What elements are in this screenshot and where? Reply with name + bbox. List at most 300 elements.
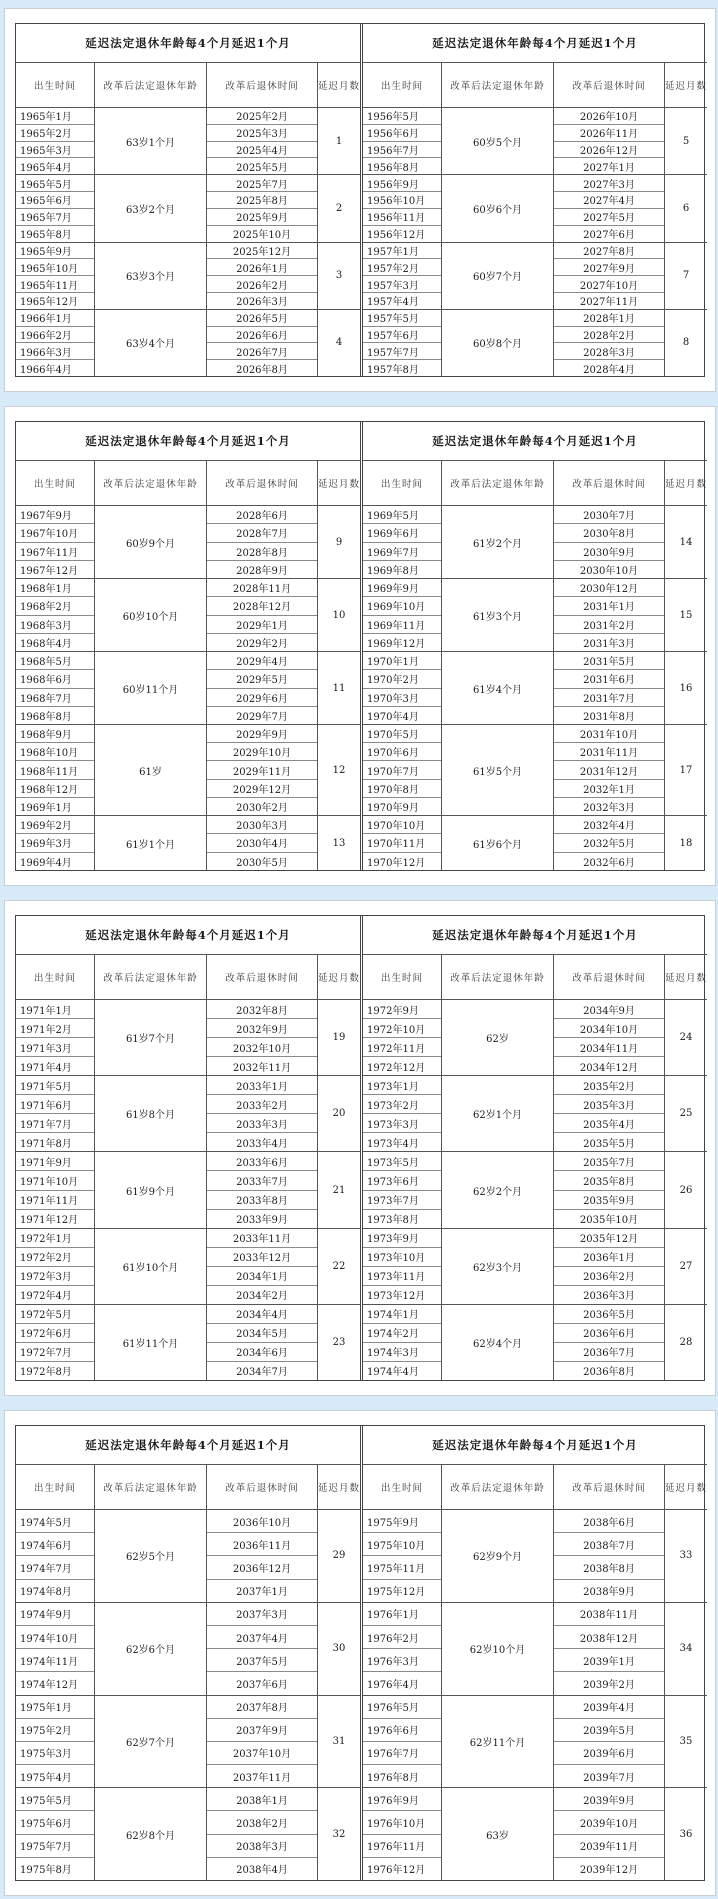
- retirement-time-cell: 2038年9月: [583, 1587, 635, 1599]
- birth-date-cell: 1976年12月: [367, 1865, 426, 1877]
- retirement-age-cell: 61岁3个月: [442, 579, 554, 651]
- birth-date-cell: 1972年11月: [363, 1038, 441, 1057]
- birth-date-cell: 1968年8月: [20, 711, 72, 723]
- age-group: [363, 1603, 707, 1696]
- retirement-age-cell: 61岁7个月: [95, 1000, 207, 1075]
- birth-date-cell: 1965年1月: [16, 108, 94, 125]
- group-list: [363, 506, 707, 870]
- retirement-time-column: [207, 1603, 318, 1695]
- retirement-time-cell: 2030年5月: [236, 857, 288, 869]
- header-retirement-age: 改革后法定退休年龄: [442, 1465, 554, 1509]
- birth-date-cell: 1974年11月: [16, 1649, 94, 1672]
- retirement-time-column: [207, 1152, 318, 1227]
- delay-months-cell: 12: [332, 764, 346, 776]
- delay-months-cell: 17: [679, 764, 693, 776]
- header-retirement-age: 改革后法定退休年龄: [442, 461, 554, 505]
- birth-date-cell: 1968年4月: [20, 638, 72, 650]
- retirement-time-column: [207, 1788, 318, 1880]
- retirement-age-cell: 62岁9个月: [442, 1510, 554, 1602]
- group-list: [16, 506, 360, 870]
- birth-date-cell: 1970年11月: [363, 834, 441, 852]
- birth-date-cell: 1956年8月: [367, 162, 419, 174]
- birth-date-cell: 1970年4月: [367, 711, 419, 723]
- birth-date-column: [363, 1603, 442, 1695]
- retirement-time-cell: 2026年12月: [554, 142, 664, 159]
- header-birth-date: 出生时间: [16, 955, 95, 999]
- birth-date-cell: 1971年9月: [16, 1152, 94, 1171]
- retirement-time-cell: 2039年4月: [554, 1696, 664, 1719]
- retirement-time-column: [554, 1076, 665, 1151]
- birth-date-cell: 1972年12月: [367, 1062, 426, 1074]
- birth-date-column: [16, 1076, 95, 1151]
- birth-date-cell: 1976年2月: [363, 1626, 441, 1649]
- retirement-time-cell: 2030年9月: [554, 543, 664, 561]
- birth-date-cell: 1969年4月: [20, 857, 72, 869]
- birth-date-cell: 1971年2月: [16, 1019, 94, 1038]
- birth-date-cell: 1970年9月: [367, 802, 419, 814]
- birth-date-cell: 1969年1月: [20, 802, 72, 814]
- age-group: [16, 1076, 360, 1152]
- retirement-time-cell: 2036年6月: [554, 1324, 664, 1343]
- delay-months-cell: 33: [679, 1550, 693, 1562]
- birth-date-cell: 1968年12月: [16, 780, 94, 798]
- birth-date-cell: 1957年1月: [363, 243, 441, 260]
- retirement-time-column: [554, 579, 665, 651]
- delay-months-cell: 31: [332, 1735, 346, 1747]
- header-birth-date: 出生时间: [363, 955, 442, 999]
- birth-date-cell: 1968年6月: [16, 670, 94, 688]
- birth-date-column: [16, 579, 95, 651]
- delay-months-cell: 36: [679, 1828, 693, 1840]
- retirement-time-column: [207, 579, 318, 651]
- birth-date-cell: 1965年5月: [16, 175, 94, 192]
- retirement-time-cell: 2031年1月: [554, 597, 664, 615]
- retirement-time-cell: 2026年2月: [207, 276, 317, 293]
- retirement-time-cell: 2039年11月: [554, 1835, 664, 1858]
- retirement-time-cell: 2026年3月: [236, 297, 288, 309]
- retirement-time-cell: 2028年6月: [207, 506, 317, 524]
- birth-date-column: [363, 1305, 442, 1380]
- retirement-time-cell: 2028年1月: [554, 310, 664, 327]
- retirement-time-cell: 2038年3月: [207, 1835, 317, 1858]
- retirement-time-column: [554, 1696, 665, 1788]
- birth-date-column: [363, 579, 442, 651]
- birth-date-column: [16, 175, 95, 241]
- birth-date-cell: 1969年9月: [363, 579, 441, 597]
- column-header-row: [363, 63, 707, 108]
- header-birth-date: 出生时间: [363, 461, 442, 505]
- retirement-age-cell: 61岁8个月: [95, 1076, 207, 1151]
- birth-date-cell: 1968年7月: [16, 689, 94, 707]
- retirement-time-column: [207, 175, 318, 241]
- age-group: [16, 1788, 360, 1880]
- birth-date-cell: 1974年5月: [16, 1510, 94, 1533]
- retirement-time-cell: 2037年6月: [236, 1679, 288, 1691]
- retirement-time-cell: 2036年3月: [583, 1291, 635, 1303]
- retirement-age-cell: 62岁: [442, 1000, 554, 1075]
- age-group: [16, 1152, 360, 1228]
- column-header-row: [16, 1465, 360, 1510]
- retirement-age-cell: 61岁11个月: [95, 1305, 207, 1380]
- group-list: [363, 1000, 707, 1380]
- retirement-time-cell: 2027年10月: [554, 276, 664, 293]
- birth-date-cell: 1970年2月: [363, 670, 441, 688]
- retirement-age-cell: 60岁11个月: [95, 652, 207, 724]
- birth-date-column: [363, 1152, 442, 1227]
- retirement-age-cell: 60岁8个月: [442, 310, 554, 376]
- retirement-time-cell: 2033年11月: [207, 1229, 317, 1248]
- delay-months-cell: 20: [332, 1108, 346, 1120]
- birth-date-cell: 1973年8月: [367, 1215, 419, 1227]
- retirement-time-column: [207, 243, 318, 309]
- retirement-time-cell: 2035年12月: [554, 1229, 664, 1248]
- birth-date-cell: 1974年1月: [363, 1305, 441, 1324]
- birth-date-cell: 1971年7月: [16, 1114, 94, 1133]
- header-retirement-time: 改革后退休时间: [554, 955, 665, 999]
- retirement-age-cell: 62岁4个月: [442, 1305, 554, 1380]
- retirement-time-cell: 2039年7月: [583, 1772, 635, 1784]
- retirement-time-cell: 2032年9月: [207, 1019, 317, 1038]
- header-retirement-age: 改革后法定退休年龄: [95, 1465, 207, 1509]
- column-header-row: [363, 1465, 707, 1510]
- delay-months-cell: 15: [679, 609, 693, 621]
- delay-months-cell: 26: [679, 1184, 693, 1196]
- birth-date-cell: 1970年10月: [363, 816, 441, 834]
- retirement-time-cell: 2038年2月: [207, 1811, 317, 1834]
- delay-months-cell: 13: [332, 837, 346, 849]
- retirement-time-cell: 2029年11月: [207, 761, 317, 779]
- birth-date-cell: 1974年7月: [16, 1556, 94, 1579]
- retirement-time-cell: 2026年10月: [554, 108, 664, 125]
- birth-date-cell: 1976年9月: [363, 1788, 441, 1811]
- birth-date-cell: 1965年6月: [16, 192, 94, 209]
- birth-date-cell: 1974年4月: [367, 1367, 419, 1379]
- birth-date-cell: 1971年1月: [16, 1000, 94, 1019]
- retirement-age-cell: 62岁10个月: [442, 1603, 554, 1695]
- delay-months-cell: 16: [679, 682, 693, 694]
- group-list: [16, 1510, 360, 1880]
- header-delay-months: 延迟月数: [665, 973, 708, 984]
- birth-date-cell: 1956年7月: [363, 142, 441, 159]
- age-group: [16, 506, 360, 579]
- retirement-time-cell: 2035年2月: [554, 1076, 664, 1095]
- header-retirement-age: 改革后法定退休年龄: [95, 63, 207, 107]
- retirement-time-cell: 2031年2月: [554, 616, 664, 634]
- retirement-age-cell: 61岁6个月: [442, 816, 554, 870]
- column-header-row: [363, 955, 707, 1000]
- birth-date-cell: 1974年2月: [363, 1324, 441, 1343]
- birth-date-cell: 1973年9月: [363, 1229, 441, 1248]
- header-retirement-time: 改革后退休时间: [207, 63, 318, 107]
- birth-date-cell: 1971年12月: [20, 1215, 79, 1227]
- delay-months-cell: 6: [682, 202, 690, 214]
- birth-date-cell: 1966年1月: [16, 310, 94, 327]
- birth-date-cell: 1965年2月: [16, 125, 94, 142]
- table-half-left: [16, 916, 360, 1380]
- birth-date-cell: 1974年12月: [20, 1679, 79, 1691]
- retirement-age-cell: 61岁: [95, 725, 207, 815]
- retirement-time-column: [554, 652, 665, 724]
- header-birth-date: 出生时间: [363, 1465, 442, 1509]
- birth-date-column: [16, 1000, 95, 1075]
- retirement-age-cell: 63岁2个月: [95, 175, 207, 241]
- birth-date-cell: 1956年11月: [363, 209, 441, 226]
- retirement-time-cell: 2031年12月: [554, 761, 664, 779]
- retirement-time-column: [207, 108, 318, 174]
- birth-date-cell: 1956年5月: [363, 108, 441, 125]
- delay-months-cell: 5: [682, 135, 690, 147]
- group-list: [363, 108, 707, 376]
- birth-date-cell: 1972年8月: [20, 1367, 72, 1379]
- birth-date-column: [16, 1152, 95, 1227]
- header-retirement-time: 改革后退休时间: [554, 461, 665, 505]
- birth-date-cell: 1967年9月: [16, 506, 94, 524]
- retirement-age-cell: 62岁3个月: [442, 1229, 554, 1304]
- birth-date-column: [16, 1229, 95, 1304]
- retirement-age-cell: 60岁7个月: [442, 243, 554, 309]
- birth-date-cell: 1971年8月: [20, 1138, 72, 1150]
- retirement-time-cell: 2035年7月: [554, 1152, 664, 1171]
- retirement-time-column: [207, 652, 318, 724]
- retirement-time-cell: 2025年2月: [207, 108, 317, 125]
- header-retirement-age: 改革后法定退休年龄: [442, 63, 554, 107]
- retirement-time-cell: 2034年5月: [207, 1324, 317, 1343]
- header-delay-months: 延迟月数: [318, 973, 361, 984]
- retirement-time-cell: 2028年2月: [554, 327, 664, 344]
- delay-months-cell: 8: [682, 337, 690, 349]
- birth-date-cell: 1971年5月: [16, 1076, 94, 1095]
- retirement-time-cell: 2035年10月: [579, 1215, 639, 1227]
- header-retirement-age: 改革后法定退休年龄: [442, 955, 554, 999]
- birth-date-cell: 1969年5月: [363, 506, 441, 524]
- birth-date-cell: 1971年10月: [16, 1171, 94, 1190]
- age-group: [16, 175, 360, 242]
- retirement-time-cell: 2033年3月: [207, 1114, 317, 1133]
- retirement-time-cell: 2030年7月: [554, 506, 664, 524]
- retirement-time-cell: 2025年7月: [207, 175, 317, 192]
- age-group: [363, 579, 707, 652]
- retirement-time-column: [207, 506, 318, 578]
- delay-months-cell: 24: [679, 1032, 693, 1044]
- table-half-left: [16, 1426, 360, 1880]
- birth-date-cell: 1975年2月: [16, 1719, 94, 1742]
- birth-date-cell: 1969年7月: [363, 543, 441, 561]
- retirement-time-column: [207, 816, 318, 870]
- retirement-time-cell: 2034年9月: [554, 1000, 664, 1019]
- retirement-time-cell: 2029年5月: [207, 670, 317, 688]
- delay-months-cell: 30: [332, 1643, 346, 1655]
- retirement-time-cell: 2035年3月: [554, 1095, 664, 1114]
- birth-date-cell: 1970年3月: [363, 689, 441, 707]
- birth-date-cell: 1971年11月: [16, 1191, 94, 1210]
- retirement-time-cell: 2032年11月: [232, 1062, 292, 1074]
- group-list: [363, 1510, 707, 1880]
- retirement-time-cell: 2035年4月: [554, 1114, 664, 1133]
- age-group: [16, 1603, 360, 1696]
- age-group: [363, 1076, 707, 1152]
- retirement-time-column: [554, 310, 665, 376]
- birth-date-column: [363, 310, 442, 376]
- retirement-age-cell: 61岁1个月: [95, 816, 207, 870]
- retirement-time-cell: 2029年7月: [236, 711, 288, 723]
- birth-date-cell: 1973年3月: [363, 1114, 441, 1133]
- retirement-time-cell: 2026年11月: [554, 125, 664, 142]
- birth-date-cell: 1971年4月: [20, 1062, 72, 1074]
- table-panel: [4, 900, 716, 1396]
- age-group: [363, 1152, 707, 1228]
- column-header-row: [16, 461, 360, 506]
- retirement-time-cell: 2034年1月: [207, 1267, 317, 1286]
- retirement-time-cell: 2038年12月: [554, 1626, 664, 1649]
- birth-date-cell: 1972年9月: [363, 1000, 441, 1019]
- birth-date-cell: 1973年1月: [363, 1076, 441, 1095]
- retirement-time-cell: 2032年4月: [554, 816, 664, 834]
- age-group: [363, 652, 707, 725]
- birth-date-cell: 1968年9月: [16, 725, 94, 743]
- age-group: [363, 108, 707, 175]
- header-retirement-age: 改革后法定退休年龄: [95, 955, 207, 999]
- birth-date-cell: 1973年7月: [363, 1191, 441, 1210]
- birth-date-cell: 1968年5月: [16, 652, 94, 670]
- retirement-time-cell: 2036年1月: [554, 1248, 664, 1267]
- birth-date-cell: 1966年4月: [20, 364, 72, 376]
- age-group: [363, 310, 707, 376]
- retirement-time-cell: 2038年7月: [554, 1533, 664, 1556]
- retirement-time-cell: 2031年7月: [554, 689, 664, 707]
- retirement-time-cell: 2036年2月: [554, 1267, 664, 1286]
- retirement-time-cell: 2027年1月: [583, 162, 635, 174]
- table-half-left: [16, 24, 360, 376]
- birth-date-cell: 1973年2月: [363, 1095, 441, 1114]
- birth-date-cell: 1957年8月: [367, 364, 419, 376]
- delay-months-cell: 10: [332, 609, 346, 621]
- column-header-row: [16, 955, 360, 1000]
- age-group: [363, 506, 707, 579]
- header-retirement-time: 改革后退休时间: [554, 63, 665, 107]
- birth-date-cell: 1956年12月: [367, 230, 426, 242]
- retirement-time-cell: 2029年2月: [236, 638, 288, 650]
- table-panel: [4, 8, 716, 392]
- header-delay-months: 延迟月数: [318, 479, 361, 490]
- retirement-time-column: [207, 1076, 318, 1151]
- birth-date-cell: 1971年3月: [16, 1038, 94, 1057]
- retirement-time-cell: 2027年9月: [554, 259, 664, 276]
- retirement-time-cell: 2033年1月: [207, 1076, 317, 1095]
- birth-date-cell: 1967年11月: [16, 543, 94, 561]
- birth-date-cell: 1974年10月: [16, 1626, 94, 1649]
- age-group: [363, 1696, 707, 1789]
- birth-date-cell: 1974年6月: [16, 1533, 94, 1556]
- birth-date-column: [16, 652, 95, 724]
- birth-date-column: [16, 310, 95, 376]
- birth-date-cell: 1975年12月: [367, 1587, 426, 1599]
- retirement-time-cell: 2038年6月: [554, 1510, 664, 1533]
- retirement-time-cell: 2034年6月: [207, 1343, 317, 1362]
- header-delay-months: 延迟月数: [665, 81, 708, 92]
- retirement-age-cell: 60岁9个月: [95, 506, 207, 578]
- retirement-time-column: [554, 243, 665, 309]
- birth-date-cell: 1969年8月: [367, 565, 419, 577]
- retirement-table: [15, 915, 708, 1381]
- retirement-time-cell: 2034年10月: [554, 1019, 664, 1038]
- birth-date-cell: 1968年1月: [16, 579, 94, 597]
- birth-date-cell: 1965年12月: [20, 297, 79, 309]
- retirement-time-column: [554, 1510, 665, 1602]
- retirement-time-column: [207, 1696, 318, 1788]
- birth-date-column: [363, 1788, 442, 1880]
- birth-date-cell: 1965年4月: [20, 162, 72, 174]
- birth-date-cell: 1967年10月: [16, 524, 94, 542]
- header-delay-months: 延迟月数: [318, 81, 361, 92]
- retirement-time-cell: 2034年4月: [207, 1305, 317, 1324]
- birth-date-cell: 1969年2月: [16, 816, 94, 834]
- retirement-time-cell: 2029年10月: [207, 743, 317, 761]
- retirement-time-cell: 2031年10月: [554, 725, 664, 743]
- birth-date-cell: 1973年12月: [367, 1291, 426, 1303]
- retirement-age-cell: 62岁5个月: [95, 1510, 207, 1602]
- table-title: 延迟法定退休年龄每4个月延迟1个月: [363, 1426, 707, 1465]
- retirement-time-cell: 2038年11月: [554, 1603, 664, 1626]
- retirement-time-cell: 2037年3月: [207, 1603, 317, 1626]
- retirement-time-cell: 2038年8月: [554, 1556, 664, 1579]
- retirement-time-column: [207, 1305, 318, 1380]
- retirement-time-cell: 2034年7月: [236, 1367, 288, 1379]
- retirement-time-cell: 2028年12月: [207, 597, 317, 615]
- retirement-age-cell: 61岁10个月: [95, 1229, 207, 1304]
- age-group: [16, 816, 360, 870]
- table-half-left: [16, 422, 360, 870]
- table-half-right: [360, 1426, 707, 1880]
- birth-date-cell: 1976年7月: [363, 1742, 441, 1765]
- birth-date-cell: 1976年3月: [363, 1649, 441, 1672]
- age-group: [363, 1510, 707, 1603]
- birth-date-column: [363, 1696, 442, 1788]
- delay-months-cell: 4: [335, 337, 343, 349]
- delay-months-cell: 35: [679, 1735, 693, 1747]
- birth-date-cell: 1968年2月: [16, 597, 94, 615]
- retirement-time-cell: 2039年12月: [579, 1865, 639, 1877]
- retirement-time-cell: 2026年5月: [207, 310, 317, 327]
- birth-date-cell: 1973年10月: [363, 1248, 441, 1267]
- age-group: [16, 310, 360, 376]
- retirement-time-cell: 2028年4月: [583, 364, 635, 376]
- delay-months-cell: 29: [332, 1550, 346, 1562]
- birth-date-cell: 1973年4月: [367, 1138, 419, 1150]
- retirement-time-cell: 2031年8月: [583, 711, 635, 723]
- retirement-time-column: [554, 725, 665, 815]
- delay-months-cell: 23: [332, 1336, 346, 1348]
- retirement-age-cell: 63岁3个月: [95, 243, 207, 309]
- birth-date-cell: 1965年11月: [16, 276, 94, 293]
- retirement-time-cell: 2026年1月: [207, 259, 317, 276]
- birth-date-cell: 1972年2月: [16, 1248, 94, 1267]
- birth-date-cell: 1975年7月: [16, 1835, 94, 1858]
- retirement-time-cell: 2032年3月: [583, 802, 635, 814]
- birth-date-cell: 1970年8月: [363, 780, 441, 798]
- birth-date-cell: 1968年11月: [16, 761, 94, 779]
- retirement-time-cell: 2035年8月: [554, 1171, 664, 1190]
- retirement-time-cell: 2030年3月: [207, 816, 317, 834]
- retirement-time-cell: 2039年10月: [554, 1811, 664, 1834]
- retirement-time-cell: 2035年9月: [554, 1191, 664, 1210]
- retirement-time-cell: 2032年5月: [554, 834, 664, 852]
- birth-date-cell: 1957年7月: [363, 343, 441, 360]
- birth-date-cell: 1976年10月: [363, 1811, 441, 1834]
- retirement-time-cell: 2029年6月: [207, 689, 317, 707]
- retirement-time-cell: 2031年5月: [554, 652, 664, 670]
- birth-date-cell: 1973年11月: [363, 1267, 441, 1286]
- birth-date-cell: 1975年6月: [16, 1811, 94, 1834]
